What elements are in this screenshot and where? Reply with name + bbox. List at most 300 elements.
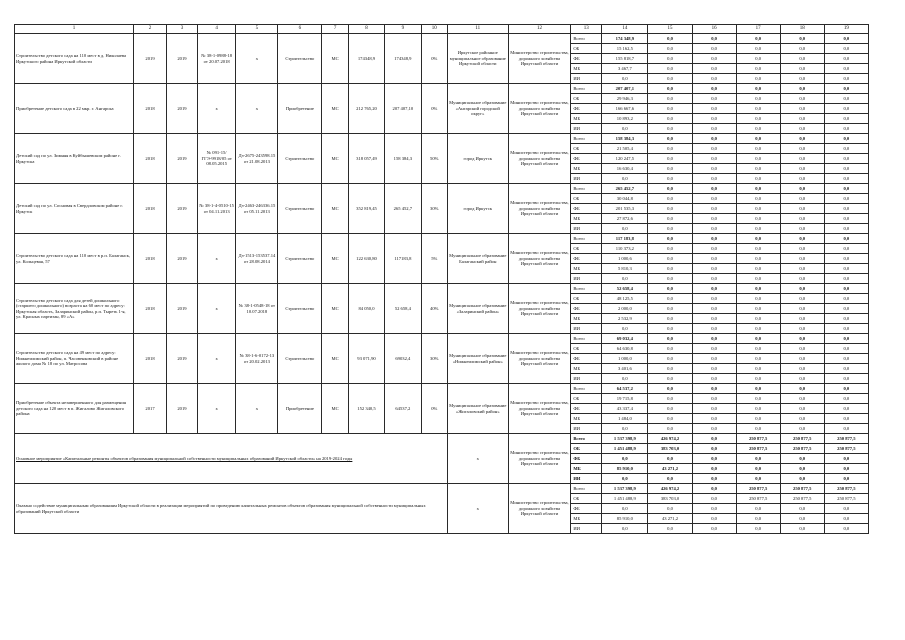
ownership: МС <box>322 384 348 434</box>
amount-cell: 0,0 <box>736 284 780 294</box>
funding-source: Всего <box>571 184 602 194</box>
amount-cell: 0,0 <box>692 324 736 334</box>
object-name: Детский сад по ул. Зимняя в Куйбышевском районе г. Иркутска <box>15 134 134 184</box>
amount-cell: 0,0 <box>648 124 692 134</box>
amount-cell: 0,0 <box>780 64 824 74</box>
amount-cell: 0,0 <box>736 374 780 384</box>
amount-cell: 0,0 <box>780 134 824 144</box>
amount-cell: 0,0 <box>780 404 824 414</box>
amount-cell: 0,0 <box>692 124 736 134</box>
amount-cell: 0,0 <box>780 104 824 114</box>
amount-cell: 0,0 <box>648 274 692 284</box>
amount-cell: 250 877,5 <box>780 494 824 504</box>
amount-cell: 0,0 <box>648 84 692 94</box>
readiness-percent: 30% <box>421 184 447 234</box>
amount-cell: 0,0 <box>692 64 736 74</box>
funding-source: Всего <box>571 484 602 494</box>
amount-cell: 265 452,7 <box>602 184 648 194</box>
amount-cell: 0,0 <box>736 324 780 334</box>
amount-cell: 1 451 488,9 <box>602 494 648 504</box>
amount-cell: 0,0 <box>692 334 736 344</box>
amount-cell: 10 893,2 <box>602 114 648 124</box>
amount-cell: 0,0 <box>824 404 868 414</box>
amount-cell: 0,0 <box>648 184 692 194</box>
column-number: 10 <box>421 25 447 34</box>
amount-cell: 27 872,6 <box>602 214 648 224</box>
amount-cell: 0,0 <box>780 424 824 434</box>
year-start: 2018 <box>134 84 167 134</box>
column-number: 7 <box>322 25 348 34</box>
amount-cell: 250 877,5 <box>736 494 780 504</box>
funding-source: Всего <box>571 234 602 244</box>
funding-source: МБ <box>571 114 602 124</box>
amount-cell: 0,0 <box>648 474 692 484</box>
amount-cell: 0,0 <box>648 224 692 234</box>
funding-source: ФБ <box>571 104 602 114</box>
amount-cell: 0,0 <box>736 244 780 254</box>
amount-cell: 0,0 <box>692 304 736 314</box>
amount-cell: 16 630,4 <box>602 164 648 174</box>
funding-source: Всего <box>571 284 602 294</box>
funding-source: ИИ <box>571 224 602 234</box>
funding-source: ФБ <box>571 204 602 214</box>
amount-cell: 0,0 <box>648 364 692 374</box>
amount-cell: 30 044,8 <box>602 194 648 204</box>
amount-cell: 0,0 <box>648 264 692 274</box>
amount-cell: 0,0 <box>692 424 736 434</box>
amount-cell: 0,0 <box>692 384 736 394</box>
amount-cell: 0,0 <box>780 94 824 104</box>
year-start: 2019 <box>134 34 167 84</box>
amount-cell: 0,0 <box>692 74 736 84</box>
project-approval: Дз-1513-153537.14 от 28.08.2014 <box>236 234 278 284</box>
amount-cell: 0,0 <box>736 504 780 514</box>
amount-cell: 0,0 <box>780 84 824 94</box>
column-number: 5 <box>236 25 278 34</box>
amount-cell: 0,0 <box>602 174 648 184</box>
amount-cell: 0,0 <box>648 94 692 104</box>
amount-cell: 0,0 <box>648 214 692 224</box>
amount-cell: 0,0 <box>736 164 780 174</box>
ownership: МС <box>322 284 348 334</box>
column-number: 19 <box>824 25 868 34</box>
amount-cell: 2 000,0 <box>602 304 648 314</box>
column-number: 1 <box>15 25 134 34</box>
amount-cell: 0,0 <box>780 154 824 164</box>
amount-cell: 0,0 <box>692 94 736 104</box>
amount-cell: 0,0 <box>780 454 824 464</box>
table-row <box>15 34 869 44</box>
amount-cell: 0,0 <box>648 314 692 324</box>
amount-cell: 0,0 <box>692 524 736 534</box>
funding-source: ИИ <box>571 424 602 434</box>
project-approval: № 38-1-0548-18 от 10.07.2018 <box>236 284 278 334</box>
table-row <box>15 384 869 394</box>
amount-cell: 0,0 <box>736 114 780 124</box>
amount-cell: 0,0 <box>692 364 736 374</box>
amount-cell: 0,0 <box>692 114 736 124</box>
customer-municipality: Муниципальное образование «Заларинский район» <box>447 284 508 334</box>
amount-cell: 0,0 <box>824 364 868 374</box>
amount-cell: 0,0 <box>692 214 736 224</box>
amount-cell: 0,0 <box>780 334 824 344</box>
estimated-cost: 174348,9 <box>348 34 384 84</box>
amount-cell: 0,0 <box>648 54 692 64</box>
amount-cell: 250 877,5 <box>824 444 868 454</box>
amount-cell: 0,0 <box>692 444 736 454</box>
object-name: Строительство детского сада на 110 мест в д. Николаева Иркутского района Иркутской области <box>15 34 134 84</box>
amount-cell: 0,0 <box>824 514 868 524</box>
amount-cell: 0,0 <box>780 114 824 124</box>
amount-cell: 0,0 <box>602 424 648 434</box>
amount-cell: 0,0 <box>692 314 736 324</box>
funding-source: ОБ <box>571 194 602 204</box>
object-name: Детский сад по ул. Сосновая в Свердловском районе г. Иркутск <box>15 184 134 234</box>
amount-cell: 0,0 <box>780 464 824 474</box>
amount-cell: 201 535,3 <box>602 204 648 214</box>
funding-source: ОБ <box>571 144 602 154</box>
year-start: 2017 <box>134 384 167 434</box>
amount-cell: 0,0 <box>824 124 868 134</box>
amount-cell: 0,0 <box>780 144 824 154</box>
amount-cell: 0,0 <box>736 294 780 304</box>
funding-source: МБ <box>571 414 602 424</box>
table-row <box>15 234 869 244</box>
amount-cell: 0,0 <box>824 234 868 244</box>
amount-cell: 0,0 <box>824 84 868 94</box>
readiness-percent: 0% <box>421 384 447 434</box>
amount-cell: 0,0 <box>648 414 692 424</box>
column-number: 17 <box>736 25 780 34</box>
amount-cell: 0,0 <box>736 384 780 394</box>
amount-cell: 0,0 <box>736 44 780 54</box>
amount-cell: 0,0 <box>648 374 692 384</box>
amount-cell: 0,0 <box>736 74 780 84</box>
summary-ministry: Министерство строительства, дорожного хозяйства Иркутской области <box>508 434 571 484</box>
funding-source: ОБ <box>571 344 602 354</box>
amount-cell: 0,0 <box>780 524 824 534</box>
readiness-percent: 40% <box>421 284 447 334</box>
remaining-cost: 158 384,3 <box>385 134 421 184</box>
amount-cell: 0,0 <box>736 64 780 74</box>
funding-source: Всего <box>571 434 602 444</box>
expertise-conclusion: х <box>197 334 236 384</box>
amount-cell: 0,0 <box>692 284 736 294</box>
amount-cell: 0,0 <box>780 194 824 204</box>
year-start: 2018 <box>134 184 167 234</box>
responsible-ministry: Министерство строительства, дорожного хозяйства Иркутской области <box>508 84 571 134</box>
amount-cell: 0,0 <box>824 524 868 534</box>
amount-cell: 0,0 <box>602 454 648 464</box>
column-number: 8 <box>348 25 384 34</box>
amount-cell: 1 000,0 <box>602 354 648 364</box>
amount-cell: 0,0 <box>824 194 868 204</box>
amount-cell: 0,0 <box>736 84 780 94</box>
readiness-percent: 0% <box>421 84 447 134</box>
amount-cell: 0,0 <box>736 364 780 374</box>
column-number: 16 <box>692 25 736 34</box>
amount-cell: 0,0 <box>824 144 868 154</box>
amount-cell: 0,0 <box>780 394 824 404</box>
amount-cell: 0,0 <box>648 244 692 254</box>
funding-source: ОБ <box>571 494 602 504</box>
funding-source: МБ <box>571 264 602 274</box>
estimated-cost: 93 071,90 <box>348 334 384 384</box>
funding-source: МБ <box>571 164 602 174</box>
amount-cell: 0,0 <box>780 74 824 84</box>
amount-cell: 43 271,2 <box>648 514 692 524</box>
amount-cell: 0,0 <box>780 344 824 354</box>
amount-cell: 0,0 <box>736 214 780 224</box>
amount-cell: 0,0 <box>824 274 868 284</box>
amount-cell: 0,0 <box>780 184 824 194</box>
expertise-conclusion: х <box>197 234 236 284</box>
year-start: 2018 <box>134 284 167 334</box>
amount-cell: 0,0 <box>648 64 692 74</box>
amount-cell: 0,0 <box>824 504 868 514</box>
year-end: 2019 <box>167 134 198 184</box>
amount-cell: 0,0 <box>736 34 780 44</box>
amount-cell: 0,0 <box>736 334 780 344</box>
customer-municipality: город Иркутск <box>447 134 508 184</box>
remaining-cost: 52 658,4 <box>385 284 421 334</box>
column-number: 6 <box>278 25 322 34</box>
remaining-cost: 69032,4 <box>385 334 421 384</box>
amount-cell: 0,0 <box>692 354 736 364</box>
amount-cell: 0,0 <box>602 474 648 484</box>
ownership: МС <box>322 334 348 384</box>
amount-cell: 0,0 <box>736 134 780 144</box>
amount-cell: 0,0 <box>736 304 780 314</box>
ownership: МС <box>322 34 348 84</box>
project-approval: Дз-2463-246336.15 от 05.11.2013 <box>236 184 278 234</box>
amount-cell: 0,0 <box>780 204 824 214</box>
amount-cell: 0,0 <box>824 224 868 234</box>
amount-cell: 0,0 <box>824 394 868 404</box>
work-kind: Строительство <box>278 134 322 184</box>
amount-cell: 0,0 <box>692 294 736 304</box>
column-number: 15 <box>648 25 692 34</box>
amount-cell: 0,0 <box>824 414 868 424</box>
amount-cell: 0,0 <box>692 204 736 214</box>
amount-cell: 0,0 <box>824 344 868 354</box>
amount-cell: 0,0 <box>780 224 824 234</box>
amount-cell: 0,0 <box>824 454 868 464</box>
amount-cell: 0,0 <box>824 244 868 254</box>
amount-cell: 48 125,5 <box>602 294 648 304</box>
amount-cell: 250 877,5 <box>824 484 868 494</box>
summary-row <box>15 434 869 444</box>
amount-cell: 155 818,7 <box>602 54 648 64</box>
work-kind: Строительство <box>278 184 322 234</box>
amount-cell: 0,0 <box>692 394 736 404</box>
amount-cell: 0,0 <box>736 124 780 134</box>
amount-cell: 1 537 398,9 <box>602 434 648 444</box>
amount-cell: 0,0 <box>692 174 736 184</box>
amount-cell: 0,0 <box>648 194 692 204</box>
expertise-conclusion: х <box>197 284 236 334</box>
amount-cell: 0,0 <box>824 384 868 394</box>
ownership: МС <box>322 234 348 284</box>
amount-cell: 85 910,0 <box>602 514 648 524</box>
amount-cell: 0,0 <box>824 324 868 334</box>
amount-cell: 0,0 <box>780 324 824 334</box>
funding-source: Всего <box>571 84 602 94</box>
amount-cell: 0,0 <box>648 144 692 154</box>
amount-cell: 0,0 <box>736 184 780 194</box>
amount-cell: 0,0 <box>736 264 780 274</box>
work-kind: Строительство <box>278 284 322 334</box>
amount-cell: 0,0 <box>736 454 780 464</box>
customer-municipality: Муниципальное образование «Нижнеилимский район» <box>447 334 508 384</box>
amount-cell: 0,0 <box>780 284 824 294</box>
amount-cell: 0,0 <box>692 514 736 524</box>
estimated-cost: 352 819,45 <box>348 184 384 234</box>
project-approval: х <box>236 34 278 84</box>
amount-cell: 0,0 <box>824 154 868 164</box>
column-number: 3 <box>167 25 198 34</box>
amount-cell: 52 658,4 <box>602 284 648 294</box>
amount-cell: 0,0 <box>780 254 824 264</box>
amount-cell: 383 703,0 <box>648 494 692 504</box>
funding-source: Всего <box>571 134 602 144</box>
year-end: 2019 <box>167 184 198 234</box>
amount-cell: 0,0 <box>780 294 824 304</box>
amount-cell: 0,0 <box>648 174 692 184</box>
amount-cell: 64 630,8 <box>602 344 648 354</box>
object-name: Строительство детского сада для детей дошкольного (старшего дошкольного) возраста на 60 мест по адресу: Иркутская область, Заларинский район, р.п. Тыреть 1-я, ул. Красных партизан, 89 «А» <box>15 284 134 334</box>
customer-municipality: Иркутское районное муниципальное образование Иркутской области <box>447 34 508 84</box>
amount-cell: 0,0 <box>736 104 780 114</box>
expertise-conclusion: х <box>197 384 236 434</box>
amount-cell: 250 877,5 <box>736 444 780 454</box>
object-name: Приобретение объекта незавершенного для размещения детского сада на 120 мест в п. Жигалово Жигаловского района <box>15 384 134 434</box>
amount-cell: 0,0 <box>648 344 692 354</box>
amount-cell: 0,0 <box>780 214 824 224</box>
amount-cell: 5 810,3 <box>602 264 648 274</box>
funding-source: ФБ <box>571 404 602 414</box>
amount-cell: 0,0 <box>736 194 780 204</box>
remaining-cost: 64537,2 <box>385 384 421 434</box>
amount-cell: 0,0 <box>736 274 780 284</box>
year-start: 2018 <box>134 334 167 384</box>
amount-cell: 69 032,4 <box>602 334 648 344</box>
amount-cell: 0,0 <box>648 164 692 174</box>
year-end: 2019 <box>167 34 198 84</box>
customer-municipality: Муниципальное образование «Жигаловский район» <box>447 384 508 434</box>
amount-cell: 250 877,5 <box>824 494 868 504</box>
amount-cell: 0,0 <box>692 104 736 114</box>
amount-cell: 0,0 <box>692 494 736 504</box>
amount-cell: 166 667,6 <box>602 104 648 114</box>
amount-cell: 0,0 <box>692 34 736 44</box>
amount-cell: 0,0 <box>780 34 824 44</box>
amount-cell: 0,0 <box>602 504 648 514</box>
amount-cell: 0,0 <box>824 424 868 434</box>
amount-cell: 0,0 <box>736 154 780 164</box>
estimated-cost: 84 050,0 <box>348 284 384 334</box>
amount-cell: 0,0 <box>824 334 868 344</box>
amount-cell: 383 703,0 <box>648 444 692 454</box>
amount-cell: 0,0 <box>648 384 692 394</box>
amount-cell: 0,0 <box>736 524 780 534</box>
estimated-cost: 212 765,20 <box>348 84 384 134</box>
amount-cell: 0,0 <box>824 264 868 274</box>
project-approval: х <box>236 84 278 134</box>
amount-cell: 21 505,4 <box>602 144 648 154</box>
summary-ministry: Министерство строительства, дорожного хозяйства Иркутской области <box>508 484 571 534</box>
work-kind: Строительство <box>278 234 322 284</box>
amount-cell: 0,0 <box>736 204 780 214</box>
amount-cell: 0,0 <box>780 364 824 374</box>
estimated-cost: 318 057,49 <box>348 134 384 184</box>
amount-cell: 0,0 <box>648 394 692 404</box>
amount-cell: 0,0 <box>648 104 692 114</box>
amount-cell: 0,0 <box>692 54 736 64</box>
amount-cell: 0,0 <box>602 324 648 334</box>
funding-source: ФБ <box>571 504 602 514</box>
amount-cell: 250 877,5 <box>736 484 780 494</box>
funding-source: ИИ <box>571 374 602 384</box>
amount-cell: 0,0 <box>780 234 824 244</box>
amount-cell: 0,0 <box>648 234 692 244</box>
amount-cell: 250 877,5 <box>780 444 824 454</box>
amount-cell: 3 401,6 <box>602 364 648 374</box>
investment-table <box>14 24 869 534</box>
amount-cell: 0,0 <box>692 234 736 244</box>
column-number: 13 <box>571 25 602 34</box>
column-number: 18 <box>780 25 824 34</box>
amount-cell: 0,0 <box>692 374 736 384</box>
amount-cell: 207 407,1 <box>602 84 648 94</box>
amount-cell: 0,0 <box>736 144 780 154</box>
amount-cell: 0,0 <box>780 304 824 314</box>
funding-source: Всего <box>571 34 602 44</box>
amount-cell: 120 247,5 <box>602 154 648 164</box>
amount-cell: 0,0 <box>780 244 824 254</box>
remaining-cost: 207 407,10 <box>385 84 421 134</box>
amount-cell: 0,0 <box>648 504 692 514</box>
project-approval: х <box>236 384 278 434</box>
amount-cell: 2 532,9 <box>602 314 648 324</box>
amount-cell: 0,0 <box>648 154 692 164</box>
table-row <box>15 334 869 344</box>
amount-cell: 0,0 <box>692 274 736 284</box>
amount-cell: 0,0 <box>824 254 868 264</box>
amount-cell: 0,0 <box>692 464 736 474</box>
amount-cell: 0,0 <box>780 414 824 424</box>
amount-cell: 0,0 <box>780 384 824 394</box>
funding-source: МБ <box>571 64 602 74</box>
amount-cell: 0,0 <box>692 254 736 264</box>
amount-cell: 0,0 <box>692 454 736 464</box>
amount-cell: 0,0 <box>602 74 648 84</box>
work-kind: Строительство <box>278 34 322 84</box>
amount-cell: 0,0 <box>780 474 824 484</box>
amount-cell: 0,0 <box>648 254 692 264</box>
amount-cell: 0,0 <box>692 244 736 254</box>
funding-source: ИИ <box>571 74 602 84</box>
amount-cell: 0,0 <box>648 114 692 124</box>
amount-cell: 0,0 <box>692 194 736 204</box>
amount-cell: 0,0 <box>780 124 824 134</box>
amount-cell: 0,0 <box>736 404 780 414</box>
amount-cell: 0,0 <box>736 474 780 484</box>
amount-cell: 0,0 <box>736 424 780 434</box>
expertise-conclusion: № 38-1-4-0510-15 от 04.11.2013 <box>197 184 236 234</box>
amount-cell: 0,0 <box>692 164 736 174</box>
column-number: 2 <box>134 25 167 34</box>
